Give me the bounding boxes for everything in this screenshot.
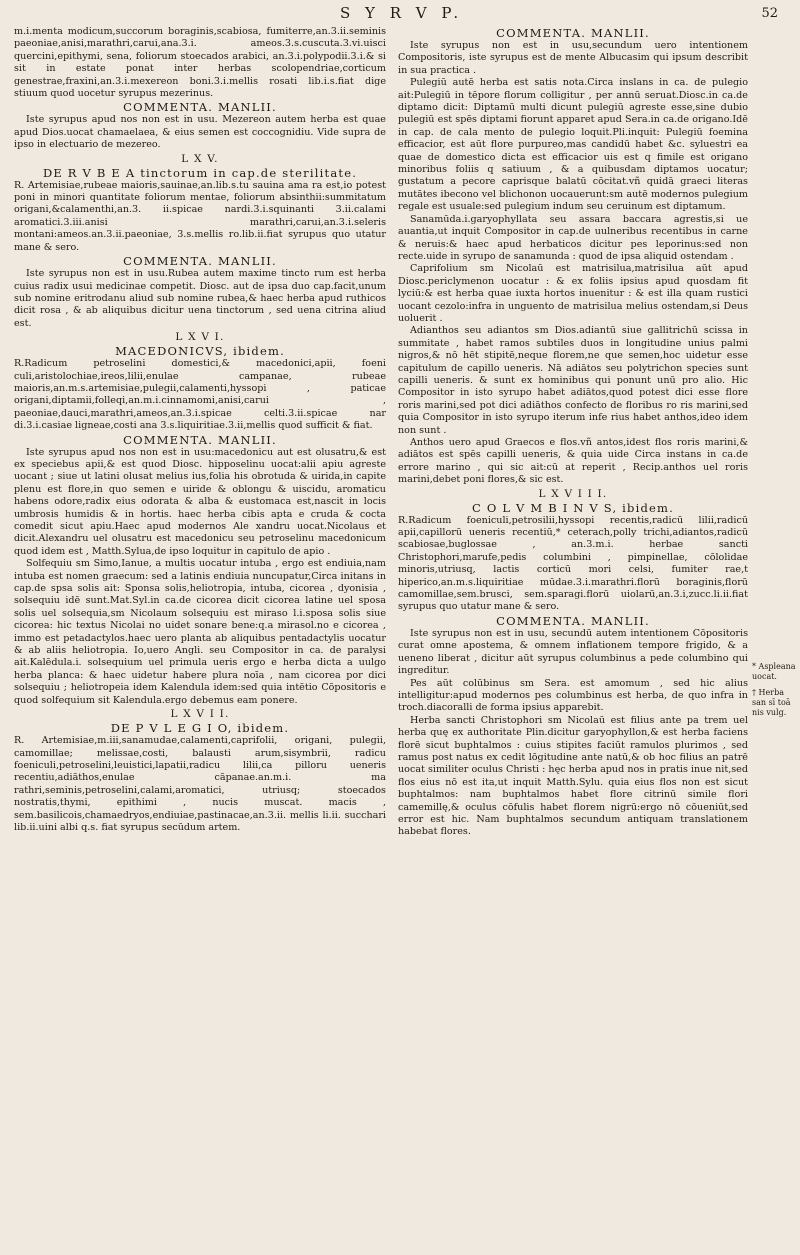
running-head (0, 4, 800, 26)
paragraph: Adianthos seu adiantos sm Dios.adiantū siue gallitrichū scissa in summitate , habet ramos subtiles duos in longitudine unius palmi nigros,& nō hēt stipitē,neque florem,ne que semen,hoc uidetur esse capitulum de capillo ueneris. Nā adiātos seu polytrichon species sunt capilli ueneris. & sunt ex hominibus qui ponunt unū pro alio. Hic Compositor in isto syrupo habet adiātos,quod potest dici esse flore roris marini,sed pot dici adiāthos confecto de floribus ro ris marini,sed quia Compositor in isto syrupo iterum infe rius habet anthos,ideo idem non sunt . (398, 325, 748, 436)
left-column (14, 26, 386, 834)
paragraph: Iste syrupus non est in usu.Rubea autem maxime tincto rum est herba cuius radix usui medicinae competit. Diosc. aut de ipsa duo cap.facit,unum sub nomine eritrodanu aliud sub nomine rubea,& haec herba apud ruthicos dicit rosa , & ab aliquibus dicitur uena tinctorum , sed uena citrina aliud est. (14, 268, 386, 329)
margin-note: * Aspleana uocat. (752, 662, 796, 681)
paragraph: Solfequiu sm Simo,Ianue, a multis uocatur intuba , ergo est endiuia,nam intuba est nomen graecum: sed a latinis endiuia nuncupatur,Circa initans in cap.de spsa solis ait: Sponsa solis,heliotropia, intuba, cicorea , dyonisia , solsequiu idē sunt.Mat.Syl.in ca.de cicorea dicit cicorea latine uel sposa solis uel solsequia,sm Nicolaum solsequiu est miraso l.i.sposa solis siue cicorea: hic textus Nicolai no uidet sonare bene:q.a mirasol.no e cicorea , immo est petadactylos.haec uero planta ab aliquibus pentadactylis uocatur & ab aliis heliotropia. Io,uero Angli. seu Compositor in ca. de paralysi ait.Kalēdula.i. solsequium uel primula ueris ergo e herba dicta a uulgo herba planca: & haec uidetur habere plura noīa , nam cicorea por dici solsequiu ; heliotropeia idem Kalendula idem:sed quia intētio Cōpositoris e quod solfequium sit Kalendula.ergo debemus eam ponere. (14, 558, 386, 706)
paragraph: Caprifolium sm Nicolaū est matrisilua,matrisilua aūt apud Diosc.periclymenon uocatur : & ex foliis ipsius apud quosdam fit lyciū:& est herba quae iuxta hortos inuenitur : & est illa quam rustici uocant cezolo:infra in unguento de matrisilua melius ostendam,si Deus uoluerit . (398, 263, 748, 324)
section-heading: COMMENTA. MANLII. (123, 254, 277, 269)
section-heading: COMMENTA. MANLII. (496, 613, 650, 628)
right-column (398, 26, 748, 839)
paragraph: Herba sancti Christophori sm Nicolaū est filius ante pa trem uel herba quę ex authoritate Plin.dicitur garyophyllon,& est herba faciens florē sicut buphtalmos : cuius stipites faciūt ramulos plurimos , sed ramus post natus ex cedit lōgitudine ante natū,& ob hoc filius an patrē uocat similiter oculus Christi : hęc herba apud nos in pratis inue nit,sed flos eius nō est ita,ut inquit Matth.Sylu. quia eius flos non est sicut buphtalmos: nam buphtalmos habet flore citrinū simile flori camemillę,& oculus cōfulis habet florem nigrū:ergo nō cōueniūt,sed error est hic. Nam buphtalmos secundum antiquam translationem habebat flores. (398, 714, 748, 838)
running-title: S Y R V P. (340, 4, 464, 22)
section-number: L X V I I I. (538, 487, 608, 500)
paragraph: R.Radicum petroselini domestici,& macedonici,apii, foeni culi,aristolochiae,ireos,lilii,enulae campanae, rubeae maioris,an.m.s.artemisiae,pulegii,calamenti,hyssopi , paticae origani,diptamii,folleqi,an.m.i.cinnamomi,anisi,carui , paeoniae,dauci,marathri,ameos,an.3.i.spicae celti.3.ii.spicae nar di.3.i.casiae ligneae,costi ana 3.s.liquiritiae.3.ii,mellis quod sufficit & fiat. (14, 358, 386, 432)
paragraph: Iste syrupus non est in usu,secundum uero intentionem Compositoris, iste syrupus est de mente Albucasim qui ipsum describit in sua practica . (398, 40, 748, 76)
paragraph: m.i.menta modicum,succorum boraginis,scabiosa, fumiterre,an.3.ii.seminis paeoniae,anisi,marathri,carui,ana.3.i. ameos.3.s.cuscuta.3.vi.uisci quercini,epithymi, sena, foliorum stoecados arabici, an.3.i.polypodii.3.i.& si sit in estate ponat inter herbas scolopendriae,corticum genestrae,fraxini,an.3.i.mexereon boni.3.i.mellis rosati lib.i.s.fiat dige stiuum quod uocetur syrupus mezerinus. (14, 26, 386, 100)
section-number: L X V I I. (170, 708, 230, 721)
paragraph: Pes aūt colūbinus sm Sera. est amomum , sed hic alius intelligitur:apud modernos pes columbinus est herba, de quo infra in troch.diacoralli de forma ipsius apparebit. (398, 677, 748, 714)
paragraph: Iste syrupus non est in usu, secundū autem intentionem Cōpositoris curat omne apostema, & omnem inflationem tempore frigido, & a ueneno liberat , dicitur aūt syrupus columbinus a pede columbino qui ingreditur. (398, 627, 748, 677)
section-heading: COMMENTA. MANLII. (123, 432, 277, 447)
section-title: MACEDONICVS, ibidem. (115, 344, 285, 359)
paragraph: R. Artemisiae,m.iii,sanamudae,calamenti,caprifolii, origani, pulegii, camomillae; melissae,costi, balausti arum,sisymbrii, radicu foeniculi,petroselini,leuistici,lapatii,radicu lilii,ca pilloru ueneris recentiu,adiāthos,enulae cāpanae.an.m.i. ma rathri,seminis,petroselini,calami,aromatici, utriusq; stoecados nostratis,thymi, epithimi , nucis muscat. macis , sem.basilicois,chamaedryos,endiuiae,pastinacae,an.3.ii. mellis li.ii. succhari lib.ii.uini albi q.s. fiat syrupus secūdum artem. (14, 735, 386, 833)
section-title: DE R V B E A tinctorum in cap.de sterilitate. (42, 165, 358, 180)
paragraph: R. Artemisiae,rubeae maioris,sauinae,an.lib.s.tu sauina ama ra est,io potest poni in minori quantitate foliorum mentae, foliorum absinthii:summitatum origani,&calamenthi,an.3. ii.spicae nardi.3.i.squinanti 3.ii.calami aromatici.3.iii.anisi marathri,carui,an.3.i.seleris montani:ameos.an.3.ii.paeoniae, 3.s.mellis ro.lib.ii.fiat syrupus quo utatur mane & sero. (14, 179, 386, 253)
page-number: 52 (761, 6, 778, 21)
margin-note: † Herba san sī toā nis vulg. (752, 688, 791, 717)
paragraph: R.Radicum foeniculi,petrosilii,hyssopi recentis,radicū lilii,radicū apii,capillorū ueneris recentiū,* ceterach,polly trichi,adiantos,radicū scabiosae,buglossae , an.3.m.i. herbae sancti Christophori,marufe,pedis columbini , pimpinellae, cōlolidae minoris,utriusq, lactis corticū mori celsi, fumiter rae,t hiperico,an.m.s.liquiritiae mūdae.3.i.marathri.florū boraginis,florū camomillae,sem.brusci, sem.sparagi.florū uiolarū,an.3.i,zucc.li.ii.fiat syrupus quo utatur mane & sero. (398, 514, 748, 613)
paragraph: Iste syrupus apud nos non est in usu:macedonicu aut est olusatru,& est ex speciebus apii,& est quod Diosc. hipposelinu uocat:alii apiu agreste uocant ; siue ut latini olusat melius ius,folia his obrotuda & uirida,in capite plenu est flore,in quo semen e uiride & oblongu & uiscidu, aromaticu habens odore,radix eius odorata & alba & eustomaca est,nascit in locis umbrosis humidis & in hortis. haec herba cibis apta e cruda & cocta comedit sicut apiu.Haec apud modernos Ale xandru uocat.Nicolaus et dicit.Alexandru uel olusatru est macedonicu seu petroselinu macedonicum quod idem est , Matth.Sylua,de ipso loquitur in capitulo de apio . (14, 446, 386, 557)
margin-notes (752, 662, 798, 724)
paragraph: Pulegiū autē herba est satis nota.Circa inslans in ca. de pulegio ait:Pulegiū in tēpore florum colligitur , per annū seruat.Diosc.in ca.de diptamo dicit: Diptamū multi dicunt pulegiū agreste esse,sine dubio pulegiū est spēs diptami fiorunt apparet apud Sera.in ca.de origano.Idē in cap. de cala mento de pulegio loquit.Pli.inquit: Pulegiū foemina efficacior, est aūt flore purpureo,mas candidū habet &c. syluestri ea quae de domestico dicta est efficacior uis est q fimile est origano minoribus foliis q satiuum , & a quibusdam diptamos uocatur; gustatum a pecore caprisque balatū cōcitat.vñ quidā graeci literas mutātes ibecono vel blichonon uocauerunt:sm autē modernos pulegium regale est usuale:sed pulegium indum seu ceruinum est diptamum. (398, 77, 748, 213)
section-number: L X V. (181, 152, 219, 165)
paragraph: Sanamūda.i.garyophyllata seu assara baccara agrestis,si ue auantia,ut inquit Compositor in cap.de uulneribus recentibus in carne & neruis:& haec apud herbaticos dicitur pes leporinus:sed non recte.uide in syrupo de sanamunda : quod de ipsa aliquid ostendam . (398, 213, 748, 262)
section-heading: COMMENTA. MANLII. (496, 26, 650, 40)
paragraph: Anthos uero apud Graecos e flos.vñ antos,idest flos roris marini,& adiātos est spēs capilli ueneris, & quia uide Circa instans in ca.de errore marino , qui sic ait:cū at reperit , Recip.anthos uel roris marini,debet poni flores,& sic est. (398, 437, 748, 486)
section-title: C O L V M B I N V S, ibidem. (471, 500, 675, 515)
section-heading: COMMENTA. MANLII. (123, 100, 277, 115)
paragraph: Iste syrupus apud nos non est in usu. Mezereon autem herba est quae apud Dios.uocat chamaelaea, & eius semen est coccognidiu. Vide supra de ipso in electuario de mezereo. (14, 114, 386, 151)
section-number: L X V I. (175, 331, 225, 344)
section-title: DE P V L E G I O, ibidem. (110, 721, 290, 736)
